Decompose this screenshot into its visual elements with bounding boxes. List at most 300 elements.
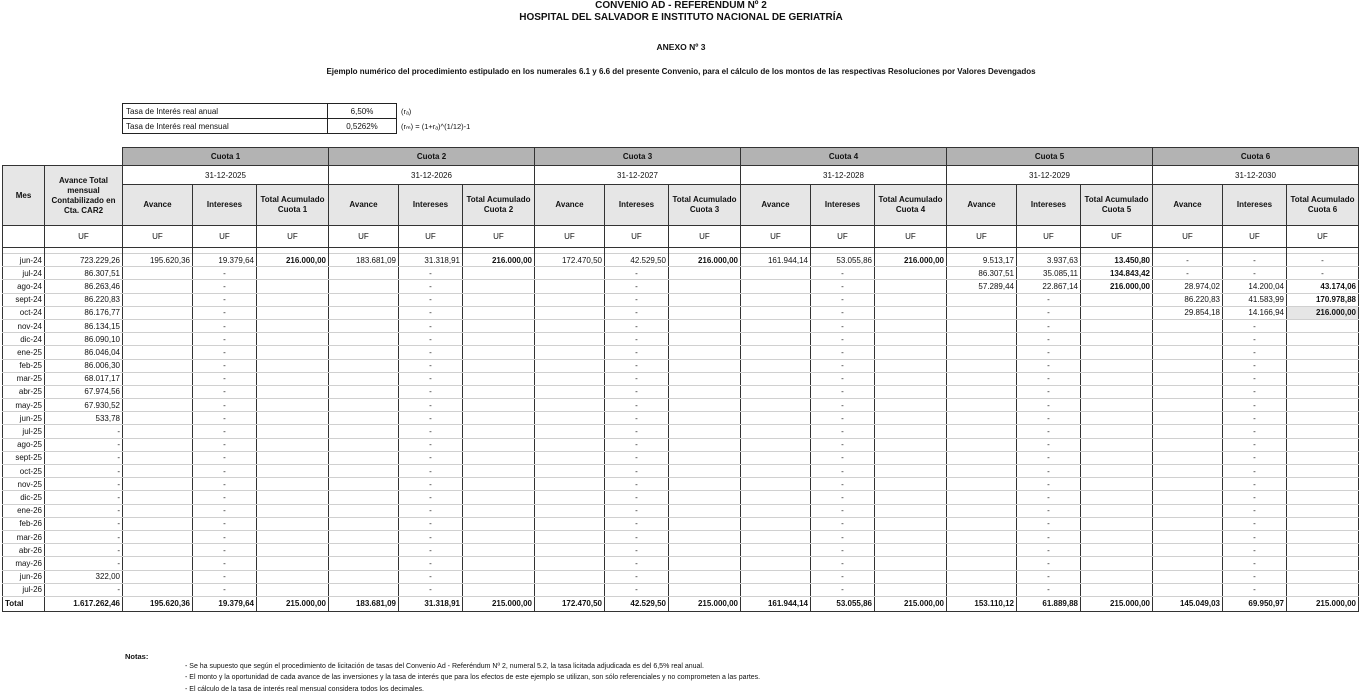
- avance-total-cell: -: [45, 491, 123, 504]
- value-cell: [741, 333, 811, 346]
- value-cell: -: [811, 346, 875, 359]
- value-cell: [1287, 412, 1359, 425]
- value-cell: [1287, 583, 1359, 596]
- value-cell: [535, 385, 605, 398]
- value-cell: -: [1223, 319, 1287, 332]
- document-subtitle: HOSPITAL DEL SALVADOR E INSTITUTO NACIONAL DE GERIATRÍA: [519, 12, 843, 23]
- value-cell: -: [811, 385, 875, 398]
- value-cell: [875, 517, 947, 530]
- value-cell: [1153, 372, 1223, 385]
- table-row: [3, 346, 1359, 359]
- value-cell: [1287, 491, 1359, 504]
- value-cell: [329, 319, 399, 332]
- value-cell: [123, 359, 193, 372]
- value-cell: -: [811, 359, 875, 372]
- table-row: [3, 583, 1359, 596]
- value-cell: [1081, 465, 1153, 478]
- value-cell: [123, 280, 193, 293]
- value-cell: [123, 451, 193, 464]
- value-cell: 3.937,63: [1017, 254, 1081, 267]
- value-cell: [1153, 517, 1223, 530]
- value-cell: [463, 517, 535, 530]
- value-cell: [1081, 530, 1153, 543]
- value-cell: [1287, 359, 1359, 372]
- value-cell: [257, 359, 329, 372]
- value-cell: -: [193, 583, 257, 596]
- intereses-header: Intereses: [605, 185, 669, 226]
- value-cell: [257, 372, 329, 385]
- unit-label: UF: [811, 226, 875, 248]
- value-cell: [463, 583, 535, 596]
- value-cell: [741, 425, 811, 438]
- value-cell: [1287, 319, 1359, 332]
- value-cell: 57.289,44: [947, 280, 1017, 293]
- value-cell: [1287, 399, 1359, 412]
- value-cell: [875, 333, 947, 346]
- value-cell: -: [193, 346, 257, 359]
- value-cell: -: [1287, 254, 1359, 267]
- avance-total-cell: -: [45, 465, 123, 478]
- value-cell: [875, 530, 947, 543]
- avance-total-cell: 322,00: [45, 570, 123, 583]
- avance-total-cell: -: [45, 438, 123, 451]
- monthly-rate-formula: (rₘ) = (1+rₐ)^(1/12)-1: [401, 121, 471, 131]
- value-cell: [535, 583, 605, 596]
- value-cell: [875, 557, 947, 570]
- value-cell: [329, 478, 399, 491]
- value-cell: -: [1223, 530, 1287, 543]
- value-cell: -: [811, 583, 875, 596]
- value-cell: -: [1017, 346, 1081, 359]
- value-cell: [535, 319, 605, 332]
- value-cell: [463, 267, 535, 280]
- value-cell: [535, 491, 605, 504]
- total-cell: 19.379,64: [193, 596, 257, 611]
- notes-section: [125, 652, 761, 693]
- value-cell: 22.867,14: [1017, 280, 1081, 293]
- value-cell: [1287, 504, 1359, 517]
- value-cell: -: [193, 478, 257, 491]
- value-cell: -: [605, 333, 669, 346]
- value-cell: [123, 346, 193, 359]
- value-cell: [463, 557, 535, 570]
- value-cell: [1081, 517, 1153, 530]
- value-cell: [463, 319, 535, 332]
- value-cell: [329, 333, 399, 346]
- value-cell: -: [193, 504, 257, 517]
- unit-label: UF: [329, 226, 399, 248]
- avance-total-cell: -: [45, 583, 123, 596]
- table-row: [3, 385, 1359, 398]
- value-cell: [947, 583, 1017, 596]
- value-cell: [1081, 372, 1153, 385]
- table-row: [3, 254, 1359, 267]
- table-row: [3, 544, 1359, 557]
- value-cell: -: [605, 491, 669, 504]
- value-cell: [1287, 346, 1359, 359]
- value-cell: -: [1017, 517, 1081, 530]
- value-cell: -: [1017, 530, 1081, 543]
- value-cell: -: [193, 451, 257, 464]
- value-cell: [947, 399, 1017, 412]
- value-cell: -: [605, 412, 669, 425]
- cuota-date: 31-12-2029: [947, 166, 1153, 185]
- value-cell: [1287, 333, 1359, 346]
- value-cell: -: [399, 438, 463, 451]
- value-cell: [875, 319, 947, 332]
- value-cell: [123, 372, 193, 385]
- value-cell: 183.681,09: [329, 254, 399, 267]
- value-cell: [123, 399, 193, 412]
- value-cell: [329, 280, 399, 293]
- total-cell: 42.529,50: [605, 596, 669, 611]
- avance-total-cell: -: [45, 544, 123, 557]
- value-cell: [1081, 451, 1153, 464]
- value-cell: -: [605, 438, 669, 451]
- value-cell: [329, 438, 399, 451]
- total-cell: 215.000,00: [669, 596, 741, 611]
- value-cell: -: [1223, 570, 1287, 583]
- value-cell: -: [399, 306, 463, 319]
- value-cell: -: [399, 478, 463, 491]
- value-cell: -: [605, 583, 669, 596]
- table-row: [3, 570, 1359, 583]
- value-cell: -: [1017, 333, 1081, 346]
- value-cell: -: [811, 333, 875, 346]
- table-row: [3, 372, 1359, 385]
- monthly-rate-label: Tasa de Interés real mensual: [123, 119, 328, 134]
- value-cell: -: [811, 372, 875, 385]
- value-cell: -: [399, 530, 463, 543]
- avance-total-cell: -: [45, 425, 123, 438]
- value-cell: -: [811, 319, 875, 332]
- value-cell: [741, 385, 811, 398]
- value-cell: [329, 385, 399, 398]
- value-cell: 9.513,17: [947, 254, 1017, 267]
- value-cell: [947, 544, 1017, 557]
- table-row: [3, 412, 1359, 425]
- value-cell: [875, 451, 947, 464]
- value-cell: [741, 517, 811, 530]
- rates-table: [122, 103, 474, 134]
- cuota-date: 31-12-2030: [1153, 166, 1359, 185]
- value-cell: [463, 504, 535, 517]
- month-cell: oct-25: [3, 465, 45, 478]
- value-cell: [1287, 530, 1359, 543]
- value-cell: [257, 385, 329, 398]
- value-cell: [1081, 570, 1153, 583]
- value-cell: [1153, 359, 1223, 372]
- table-row: [3, 425, 1359, 438]
- value-cell: [257, 504, 329, 517]
- value-cell: 216.000,00: [463, 254, 535, 267]
- total-cell: 1.617.262,46: [45, 596, 123, 611]
- value-cell: [875, 465, 947, 478]
- value-cell: [741, 399, 811, 412]
- value-cell: [875, 478, 947, 491]
- avance-total-cell: -: [45, 478, 123, 491]
- value-cell: [741, 319, 811, 332]
- value-cell: [1287, 465, 1359, 478]
- value-cell: [329, 412, 399, 425]
- value-cell: 172.470,50: [535, 254, 605, 267]
- avance-header: Avance: [535, 185, 605, 226]
- value-cell: [123, 583, 193, 596]
- value-cell: [669, 438, 741, 451]
- value-cell: [1153, 544, 1223, 557]
- value-cell: [741, 583, 811, 596]
- avance-header: Avance: [1153, 185, 1223, 226]
- value-cell: [1153, 504, 1223, 517]
- note-item: - El monto y la oportunidad de cada avance de las inversiones y la tasa de interés que para los efectos de este ejemplo se utilizan, son sólo referenciales y no comprometen a las partes.: [185, 674, 761, 681]
- value-cell: -: [811, 465, 875, 478]
- value-cell: 216.000,00: [669, 254, 741, 267]
- value-cell: -: [399, 280, 463, 293]
- value-cell: [329, 451, 399, 464]
- value-cell: -: [193, 280, 257, 293]
- value-cell: [257, 346, 329, 359]
- value-cell: [875, 399, 947, 412]
- blank-cell: [3, 226, 45, 248]
- value-cell: [463, 359, 535, 372]
- value-cell: -: [1223, 346, 1287, 359]
- value-cell: -: [1223, 254, 1287, 267]
- value-cell: [463, 544, 535, 557]
- value-cell: 14.200,04: [1223, 280, 1287, 293]
- value-cell: [669, 267, 741, 280]
- value-cell: [1081, 412, 1153, 425]
- value-cell: -: [193, 385, 257, 398]
- value-cell: [669, 583, 741, 596]
- value-cell: -: [1223, 544, 1287, 557]
- value-cell: -: [193, 399, 257, 412]
- annex-label: ANEXO Nº 3: [656, 42, 706, 52]
- value-cell: [1287, 570, 1359, 583]
- value-cell: [947, 372, 1017, 385]
- month-cell: ago-25: [3, 438, 45, 451]
- unit-label: UF: [1153, 226, 1223, 248]
- table-row: [3, 504, 1359, 517]
- value-cell: [1287, 544, 1359, 557]
- value-cell: [741, 412, 811, 425]
- value-cell: -: [193, 306, 257, 319]
- value-cell: -: [399, 372, 463, 385]
- month-cell: jul-24: [3, 267, 45, 280]
- value-cell: -: [1223, 583, 1287, 596]
- avance-total-cell: 86.046,04: [45, 346, 123, 359]
- unit-label: UF: [1017, 226, 1081, 248]
- cuota-date: 31-12-2028: [741, 166, 947, 185]
- value-cell: [875, 583, 947, 596]
- value-cell: -: [193, 438, 257, 451]
- value-cell: [1287, 478, 1359, 491]
- cuotas-table: [2, 147, 1359, 612]
- annex-description: Ejemplo numérico del procedimiento estipulado en los numerales 6.1 y 6.6 del presente Convenio, para el cálculo de los montos de las respectivas Resoluciones por Valores Devengados: [326, 67, 1036, 76]
- value-cell: 195.620,36: [123, 254, 193, 267]
- value-cell: [1153, 451, 1223, 464]
- value-cell: [669, 399, 741, 412]
- value-cell: [669, 385, 741, 398]
- value-cell: [329, 267, 399, 280]
- value-cell: [463, 372, 535, 385]
- unit-label: UF: [1223, 226, 1287, 248]
- value-cell: -: [1017, 359, 1081, 372]
- month-cell: feb-25: [3, 359, 45, 372]
- value-cell: -: [1017, 425, 1081, 438]
- value-cell: [875, 438, 947, 451]
- value-cell: -: [605, 530, 669, 543]
- value-cell: [463, 333, 535, 346]
- unit-label: UF: [605, 226, 669, 248]
- value-cell: [463, 570, 535, 583]
- value-cell: -: [1223, 438, 1287, 451]
- value-cell: [123, 504, 193, 517]
- value-cell: [875, 280, 947, 293]
- value-cell: -: [193, 465, 257, 478]
- mes-header: Mes: [3, 166, 45, 226]
- value-cell: -: [1223, 557, 1287, 570]
- intereses-header: Intereses: [1223, 185, 1287, 226]
- month-cell: may-25: [3, 399, 45, 412]
- avance-total-cell: 723.229,26: [45, 254, 123, 267]
- value-cell: -: [1223, 267, 1287, 280]
- value-cell: [947, 491, 1017, 504]
- value-cell: 19.379,64: [193, 254, 257, 267]
- unit-label: UF: [1287, 226, 1359, 248]
- month-cell: nov-24: [3, 319, 45, 332]
- value-cell: [329, 557, 399, 570]
- value-cell: [123, 293, 193, 306]
- value-cell: [463, 399, 535, 412]
- cuota-date: 31-12-2027: [535, 166, 741, 185]
- unit-label: UF: [535, 226, 605, 248]
- table-row: [3, 399, 1359, 412]
- value-cell: -: [399, 451, 463, 464]
- value-cell: [257, 438, 329, 451]
- value-cell: [123, 319, 193, 332]
- table-row: [3, 517, 1359, 530]
- value-cell: [669, 333, 741, 346]
- value-cell: [741, 530, 811, 543]
- avance-header: Avance: [741, 185, 811, 226]
- value-cell: [535, 399, 605, 412]
- value-cell: -: [193, 412, 257, 425]
- value-cell: [535, 306, 605, 319]
- value-cell: [329, 583, 399, 596]
- value-cell: [329, 293, 399, 306]
- table-row: [3, 438, 1359, 451]
- total-cell: 69.950,97: [1223, 596, 1287, 611]
- value-cell: [669, 412, 741, 425]
- value-cell: -: [1287, 267, 1359, 280]
- unit-label: UF: [45, 226, 123, 248]
- total-cell: 161.944,14: [741, 596, 811, 611]
- total-cell: 183.681,09: [329, 596, 399, 611]
- value-cell: -: [1223, 465, 1287, 478]
- value-cell: 216.000,00: [1081, 280, 1153, 293]
- avance-total-cell: 86.134,15: [45, 319, 123, 332]
- value-cell: [1153, 465, 1223, 478]
- value-cell: [669, 517, 741, 530]
- value-cell: -: [1223, 478, 1287, 491]
- value-cell: 53.055,86: [811, 254, 875, 267]
- value-cell: [1153, 412, 1223, 425]
- value-cell: [1081, 333, 1153, 346]
- value-cell: -: [193, 517, 257, 530]
- value-cell: [329, 530, 399, 543]
- value-cell: [257, 319, 329, 332]
- value-cell: [947, 293, 1017, 306]
- total-acumulado-header: Total Acumulado Cuota 6: [1287, 185, 1359, 226]
- unit-label: UF: [123, 226, 193, 248]
- total-cell: 195.620,36: [123, 596, 193, 611]
- value-cell: [123, 425, 193, 438]
- value-cell: [329, 544, 399, 557]
- month-cell: abr-26: [3, 544, 45, 557]
- value-cell: [741, 267, 811, 280]
- value-cell: 86.307,51: [947, 267, 1017, 280]
- value-cell: -: [605, 359, 669, 372]
- cuota-date: 31-12-2025: [123, 166, 329, 185]
- table-row: [3, 306, 1359, 319]
- value-cell: -: [605, 425, 669, 438]
- value-cell: 35.085,11: [1017, 267, 1081, 280]
- value-cell: -: [605, 306, 669, 319]
- value-cell: [669, 425, 741, 438]
- value-cell: -: [1017, 412, 1081, 425]
- value-cell: [1081, 583, 1153, 596]
- value-cell: [947, 319, 1017, 332]
- value-cell: [257, 544, 329, 557]
- value-cell: -: [399, 412, 463, 425]
- value-cell: [1081, 557, 1153, 570]
- total-cell: 153.110,12: [947, 596, 1017, 611]
- value-cell: 86.220,83: [1153, 293, 1223, 306]
- value-cell: [123, 438, 193, 451]
- value-cell: -: [193, 425, 257, 438]
- avance-header: Avance: [329, 185, 399, 226]
- value-cell: [257, 491, 329, 504]
- cuota-name: Cuota 2: [329, 148, 535, 166]
- value-cell: [741, 504, 811, 517]
- total-acumulado-header: Total Acumulado Cuota 1: [257, 185, 329, 226]
- monthly-rate-value: 0,5262%: [328, 119, 397, 134]
- month-cell: sept-25: [3, 451, 45, 464]
- value-cell: -: [605, 557, 669, 570]
- value-cell: [463, 412, 535, 425]
- value-cell: [257, 306, 329, 319]
- value-cell: [875, 412, 947, 425]
- value-cell: -: [605, 465, 669, 478]
- value-cell: [329, 425, 399, 438]
- value-cell: -: [811, 412, 875, 425]
- value-cell: -: [193, 333, 257, 346]
- value-cell: 41.583,99: [1223, 293, 1287, 306]
- value-cell: -: [811, 425, 875, 438]
- value-cell: [123, 306, 193, 319]
- value-cell: [1153, 333, 1223, 346]
- value-cell: [329, 346, 399, 359]
- value-cell: 13.450,80: [1081, 254, 1153, 267]
- value-cell: [535, 504, 605, 517]
- value-cell: [123, 412, 193, 425]
- value-cell: [1081, 491, 1153, 504]
- unit-label: UF: [669, 226, 741, 248]
- unit-label: UF: [399, 226, 463, 248]
- month-cell: jul-25: [3, 425, 45, 438]
- value-cell: [947, 530, 1017, 543]
- blank-cell: [3, 148, 123, 166]
